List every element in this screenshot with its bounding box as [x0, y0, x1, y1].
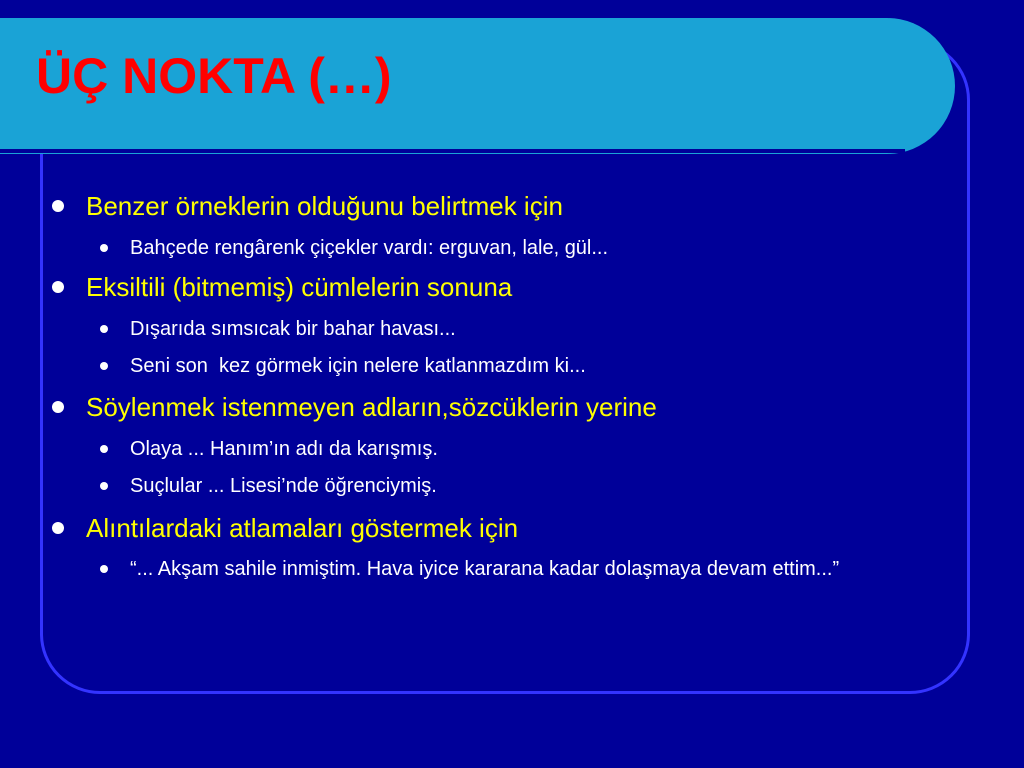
bullet-dot-icon	[100, 362, 108, 370]
bullet-text: Suçlular ... Lisesi’nde öğrenciymiş.	[130, 475, 437, 497]
bullet-item-level1	[52, 271, 512, 303]
bullet-text: Olaya ... Hanım’ın adı da karışmış.	[130, 438, 438, 460]
bullet-dot-icon	[52, 200, 64, 212]
bullet-dot-icon	[100, 445, 108, 453]
bullet-item-level2	[100, 234, 960, 262]
bullet-text: Seni son kez görmek için nelere katlanmazdım ki...	[130, 355, 586, 377]
bullet-item-level2	[100, 315, 960, 343]
bullet-text: Dışarıda sımsıcak bir bahar havası...	[130, 318, 456, 340]
bullet-item-level2	[100, 555, 960, 583]
bullet-item-level2	[100, 435, 960, 463]
bullet-text: Benzer örneklerin olduğunu belirtmek için	[86, 191, 563, 221]
bullet-dot-icon	[100, 244, 108, 252]
bullet-dot-icon	[52, 401, 64, 413]
bullet-item-level1	[52, 190, 563, 222]
bullet-item-level1	[52, 512, 518, 544]
bullet-text: “... Akşam sahile inmiştim. Hava iyice kararana kadar dolaşmaya devam ettim...”	[130, 558, 840, 580]
bullet-item-level1	[52, 391, 657, 423]
bullet-text: Bahçede rengârenk çiçekler vardı: erguvan, lale, gül...	[130, 237, 609, 259]
bullet-text: Söylenmek istenmeyen adların,sözcüklerin yerine	[86, 392, 657, 422]
bullet-dot-icon	[52, 281, 64, 293]
bullet-item-level2	[100, 472, 960, 500]
bullet-item-level2	[100, 352, 960, 380]
bullet-dot-icon	[100, 565, 108, 573]
bullet-dot-icon	[100, 482, 108, 490]
slide-title: ÜÇ NOKTA (…)	[36, 48, 392, 104]
bullet-text: Alıntılardaki atlamaları göstermek için	[86, 513, 519, 543]
bullet-text: Eksiltili (bitmemiş) cümlelerin sonuna	[86, 272, 513, 302]
bullet-dot-icon	[100, 325, 108, 333]
bullet-dot-icon	[52, 522, 64, 534]
